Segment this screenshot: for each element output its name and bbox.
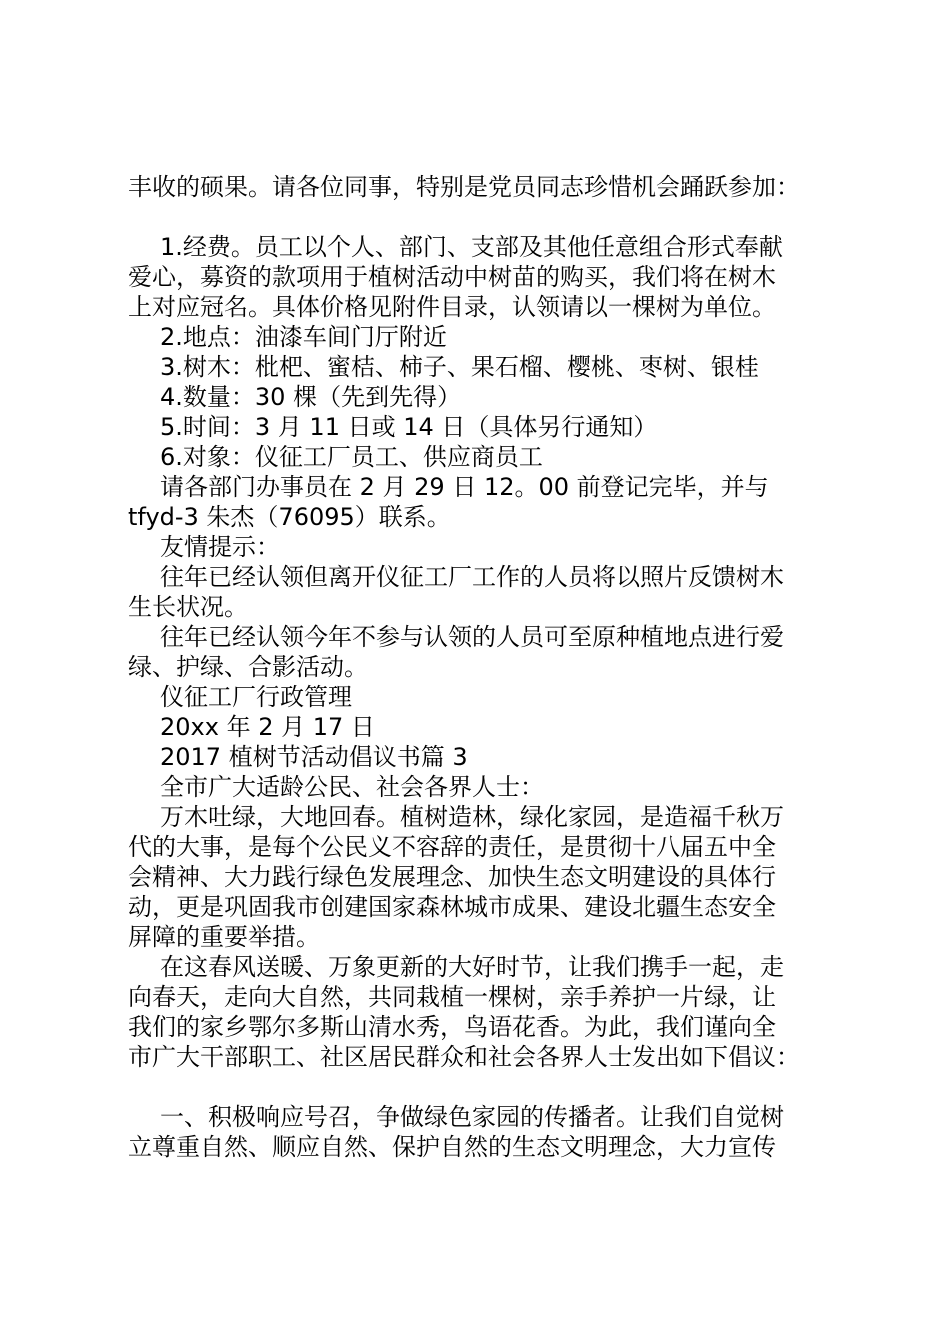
paragraph-signature-org: 仪征工厂行政管理: [160, 683, 352, 711]
paragraph-item-location: 2.地点：油漆车间门厅附近: [160, 323, 447, 351]
paragraph-tip-1: 往年已经认领但离开仪征工厂工作的人员将以照片反馈树木 生长状况。: [128, 563, 784, 621]
paragraph-item-tree-types: 3.树木：枇杷、蜜桔、柿子、果石榴、樱桃、枣树、银桂: [160, 353, 759, 381]
paragraph-intro-ending: 丰收的硕果。请各位同事，特别是党员同志珍惜机会踊跃参加：: [128, 173, 800, 201]
paragraph-item-audience: 6.对象：仪征工厂员工、供应商员工: [160, 443, 543, 471]
document-body: [128, 172, 828, 1162]
paragraph-item-time: 5.时间：3 月 11 日或 14 日（具体另行通知）: [160, 413, 658, 441]
paragraph-item-quantity: 4.数量：30 棵（先到先得）: [160, 383, 462, 411]
paragraph-salutation: 全市广大适龄公民、社会各界人士：: [160, 773, 544, 801]
paragraph-signature-date: 20xx 年 2 月 17 日: [160, 713, 375, 741]
paragraph-body-2: 在这春风送暖、万象更新的大好时节，让我们携手一起，走 向春天，走向大自然，共同栽植一棵树，亲手养护一片绿，让 我们的家乡鄂尔多斯山清水秀，鸟语花香。为此，我们谨向全 市广大干部职工、社区居民群众和社会各界人士发出如下倡议：: [128, 953, 800, 1071]
paragraph-registration: 请各部门办事员在 2 月 29 日 12。00 前登记完毕，并与 tfyd-3 朱杰（76095）联系。: [128, 473, 769, 531]
section-title: 2017 植树节活动倡议书篇 3: [160, 743, 468, 771]
paragraph-proposal-1: 一、积极响应号召，争做绿色家园的传播者。让我们自觉树 立尊重自然、顺应自然、保护自然的生态文明理念，大力宣传: [128, 1103, 784, 1161]
paragraph-tips-heading: 友情提示：: [160, 533, 280, 561]
paragraph-item-funding: 1.经费。员工以个人、部门、支部及其他任意组合形式奉献 爱心，募资的款项用于植树活动中树苗的购买，我们将在树木 上对应冠名。具体价格见附件目录，认领请以一棵树为单位。: [128, 233, 783, 321]
paragraph-body-1: 万木吐绿，大地回春。植树造林，绿化家园，是造福千秋万 代的大事，是每个公民义不容辞的责任，是贯彻十八届五中全 会精神、大力践行绿色发展理念、加快生态文明建设的具体行 动，更是巩固我市创建国家森林城市成果、建设北疆生态安全 屏障的重要举措。: [128, 803, 784, 951]
paragraph-tip-2: 往年已经认领今年不参与认领的人员可至原种植地点进行爱 绿、护绿、合影活动。: [128, 623, 784, 681]
